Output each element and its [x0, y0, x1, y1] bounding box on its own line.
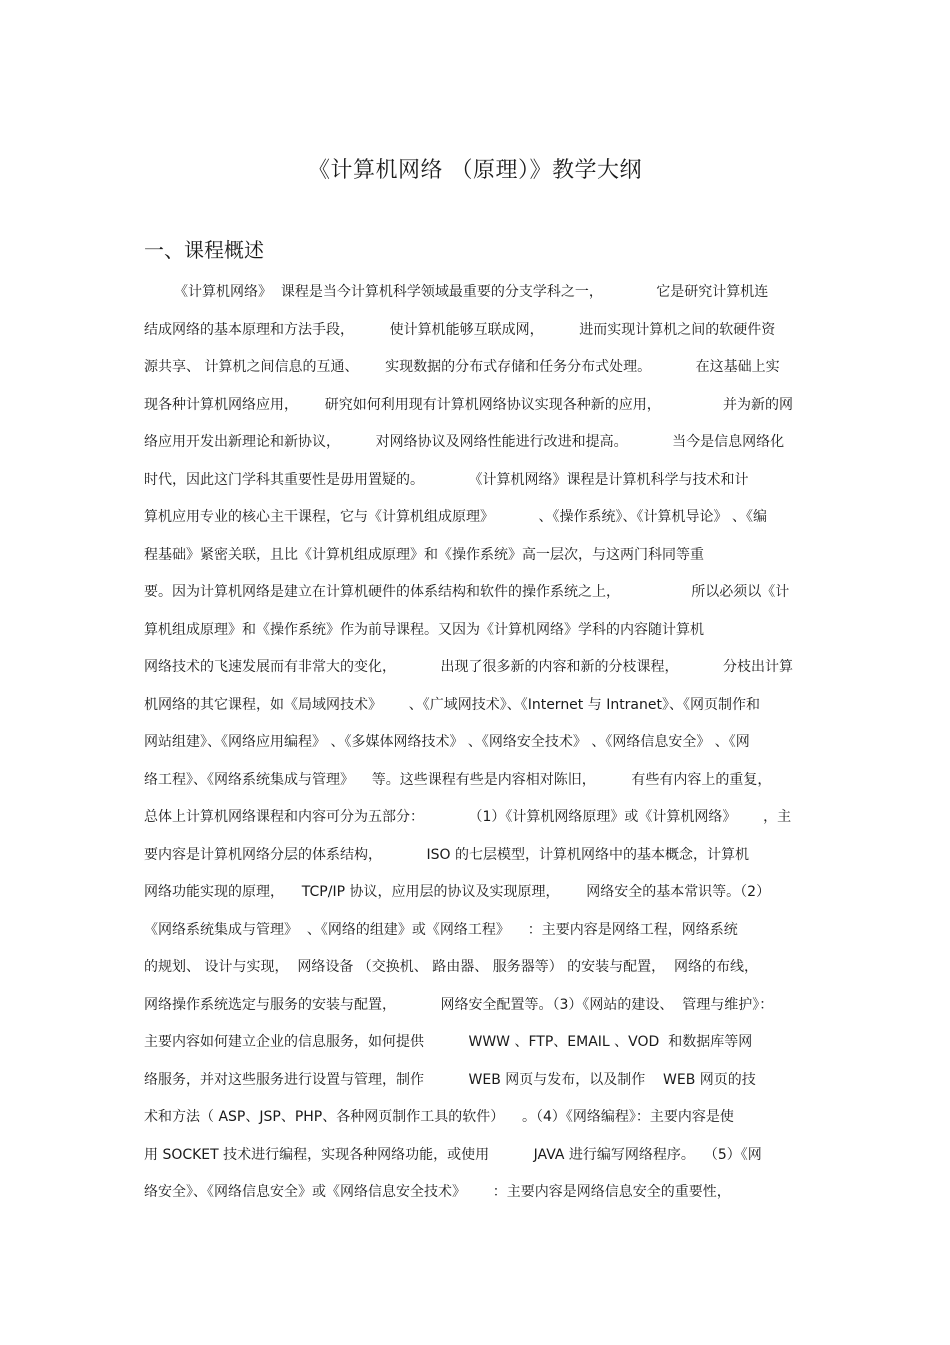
document-title: 《计算机网络 （原理）》教学大纲 — [308, 158, 642, 183]
paragraph-line: 算机应用专业的核心主干课程，它与《计算机组成原理》 、《操作系统》、《计算机导论》 、《编 — [144, 509, 767, 525]
paragraph-line: 的规划、 设计与实现， 网络设备 （交换机、 路由器、 服务器等） 的安装与配置， 网络的布线， — [144, 959, 759, 975]
paragraph-line: 络安全》、《网络信息安全》或《网络信息安全技术》 ：主要内容是网络信息安全的重要性， — [144, 1184, 731, 1200]
paragraph-line: 主要内容如何建立企业的信息服务，如何提供 WWW 、FTP、EMAIL 、VOD 和数据库等网 — [144, 1034, 753, 1050]
paragraph-line: 网络技术的飞速发展而有非常大的变化， 出现了很多新的内容和新的分枝课程， 分枝出计算 — [144, 659, 794, 675]
paragraph-line: 现各种计算机网络应用， 研究如何利用现有计算机网络协议实现各种新的应用， 并为新的网 — [144, 396, 794, 413]
paragraph-line: 总体上计算机网络课程和内容可分为五部分： （1）《计算机网络原理》或《计算机网络》 ，主 — [144, 809, 792, 825]
paragraph-line: 机网络的其它课程，如《局域网技术》 、《广域网技术》、《Internet 与 Intranet》、《网页制作和 — [144, 696, 760, 713]
paragraph-line: 网站组建》、《网络应用编程》 、《多媒体网络技术》 、《网络安全技术》 、《网络信息安全》 、《网 — [144, 734, 750, 750]
paragraph-line: 网络功能实现的原理， TCP/IP 协议，应用层的协议及实现原理， 网络安全的基本常识等。（2） — [144, 884, 771, 900]
paragraph-line: 时代，因此这门学科其重要性是毋用置疑的。 《计算机网络》课程是计算机科学与技术和计 — [144, 471, 749, 488]
paragraph-line: 算机组成原理》和《操作系统》作为前导课程。又因为《计算机网络》学科的内容随计算机 — [144, 621, 704, 638]
paragraph-line: 程基础》紧密关联，且比《计算机组成原理》和《操作系统》高一层次，与这两门科同等重 — [144, 546, 704, 563]
paragraph-line: 络服务，并对这些服务进行设置与管理，制作 WEB 网页与发布，以及制作 WEB 网页的技 — [144, 1071, 756, 1088]
paragraph-line: 《计算机网络》 课程是当今计算机科学领域最重要的分支学科之一， 它是研究计算机连 — [174, 284, 769, 300]
paragraph-line: 络工程》、《网络系统集成与管理》 等。这些课程有些是内容相对陈旧， 有些有内容上的重复， — [144, 771, 772, 788]
paragraph-line: 用 SOCKET 技术进行编程，实现各种网络功能，或使用 JAVA 进行编写网络程序。 （5）《网 — [144, 1146, 762, 1163]
paragraph-line: 要内容是计算机网络分层的体系结构， ISO 的七层模型，计算机网络中的基本概念，计算机 — [144, 846, 749, 863]
paragraph-line: 络应用开发出新理论和新协议， 对网络协议及网络性能进行改进和提高。 当今是信息网络化 — [144, 434, 785, 450]
paragraph-line: 结成网络的基本原理和方法手段， 使计算机能够互联成网， 进而实现计算机之间的软硬件资 — [144, 321, 776, 338]
paragraph-line: 网络操作系统选定与服务的安装与配置， 网络安全配置等。（3）《网站的建设、 管理与维护》： — [144, 996, 774, 1013]
paragraph-line: 术和方法（ ASP、JSP、PHP、各种网页制作工具的软件） 。（4）《网络编程》：主要内容是使 — [144, 1109, 734, 1125]
paragraph-line: 源共享、 计算机之间信息的互通、 实现数据的分布式存储和任务分布式处理。 在这基础上实 — [144, 359, 780, 375]
paragraph-line: 要。因为计算机网络是建立在计算机硬件的体系结构和软件的操作系统之上， 所以必须以《计 — [144, 584, 790, 600]
paragraph-line: 《网络系统集成与管理》 、《网络的组建》或《网络工程》 ：主要内容是网络工程，网络系统 — [144, 921, 738, 938]
body-paragraph — [144, 279, 809, 1217]
section-heading: 一、课程概述 — [144, 238, 264, 262]
